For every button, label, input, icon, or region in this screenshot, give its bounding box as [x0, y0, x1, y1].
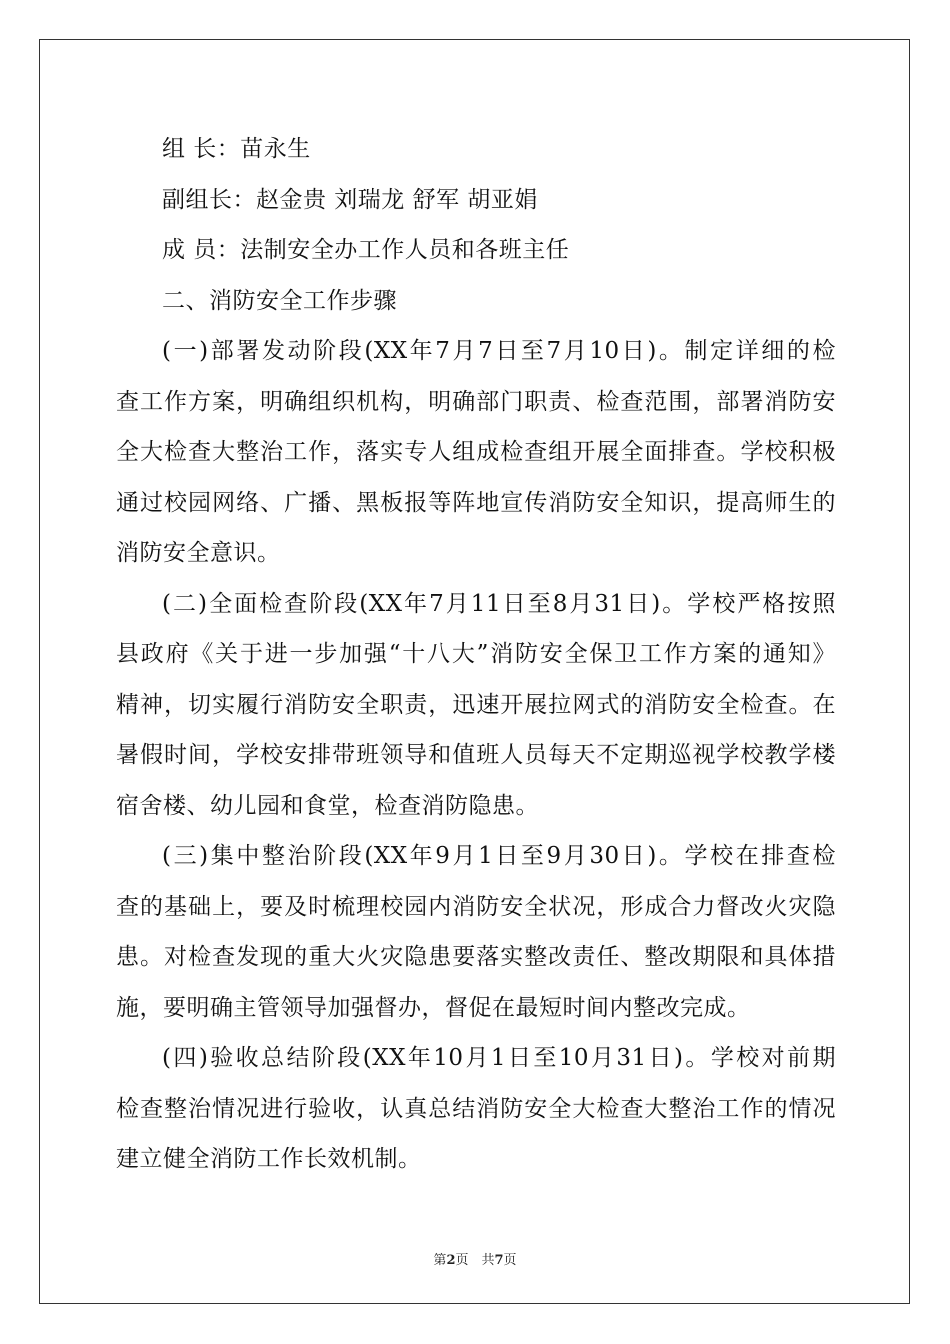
document-body — [116, 124, 836, 1185]
paragraph-line: 患。对检查发现的重大火灾隐患要落实整改责任、整改期限和具体措 — [116, 944, 836, 970]
paragraph-line: 全大检查大整治工作，落实专人组成检查组开展全面排查。学校积极 — [116, 439, 836, 465]
footer-suffix: 页 — [503, 1253, 517, 1268]
paragraph-line: 施，要明确主管领导加强督办，督促在最短时间内整改完成。 — [116, 994, 751, 1021]
footer-prefix: 第 — [433, 1253, 447, 1268]
deputy-leader-line: 副组长：赵金贵 刘瑞龙 舒军 胡亚娟 — [162, 186, 538, 213]
paragraph-line: 精神，切实履行消防安全职责，迅速开展拉网式的消防安全检查。在 — [116, 691, 836, 718]
paragraph-line: 暑假时间，学校安排带班领导和值班人员每天不定期巡视学校教学楼 — [116, 742, 836, 768]
total-page-count: 7 — [494, 1253, 504, 1268]
paragraph-line: (三)集中整治阶段(XX年9月1日至9月30日)。学校在排查检 — [162, 843, 836, 869]
current-page-number: 2 — [446, 1253, 456, 1268]
paragraph-line: 建立健全消防工作长效机制。 — [116, 1146, 422, 1172]
members-line: 成 员：法制安全办工作人员和各班主任 — [162, 237, 570, 263]
paragraph-line: (二)全面检查阶段(XX年7月11日至8月31日)。学校严格按照 — [162, 590, 836, 617]
paragraph-line: 通过校园网络、广播、黑板报等阵地宣传消防安全知识，提高师生的 — [116, 489, 836, 516]
paragraph-line: 消防安全意识。 — [116, 540, 281, 566]
footer-middle: 页 共 — [455, 1253, 495, 1268]
paragraph-line: (四)验收总结阶段(XX年10月1日至10月31日)。学校对前期 — [162, 1045, 836, 1071]
paragraph-line: 查的基础上，要及时梳理校园内消防安全状况，形成合力督改火灾隐 — [116, 893, 836, 920]
paragraph-line: 检查整治情况进行验收，认真总结消防安全大检查大整治工作的情况 — [116, 1095, 836, 1122]
paragraph-line: 查工作方案，明确组织机构，明确部门职责、检查范围，部署消防安 — [116, 388, 836, 415]
paragraph-line: 县政府《关于进一步加强“十八大”消防安全保卫工作方案的通知》 — [116, 641, 836, 667]
leader-line: 组 长：苗永生 — [162, 136, 311, 162]
paragraph-line: 宿舍楼、幼儿园和食堂，检查消防隐患。 — [116, 792, 539, 819]
paragraph-line: (一)部署发动阶段(XX年7月7日至7月10日)。制定详细的检 — [162, 338, 836, 364]
section-heading: 二、消防安全工作步骤 — [162, 287, 397, 314]
page-footer — [0, 1249, 950, 1268]
